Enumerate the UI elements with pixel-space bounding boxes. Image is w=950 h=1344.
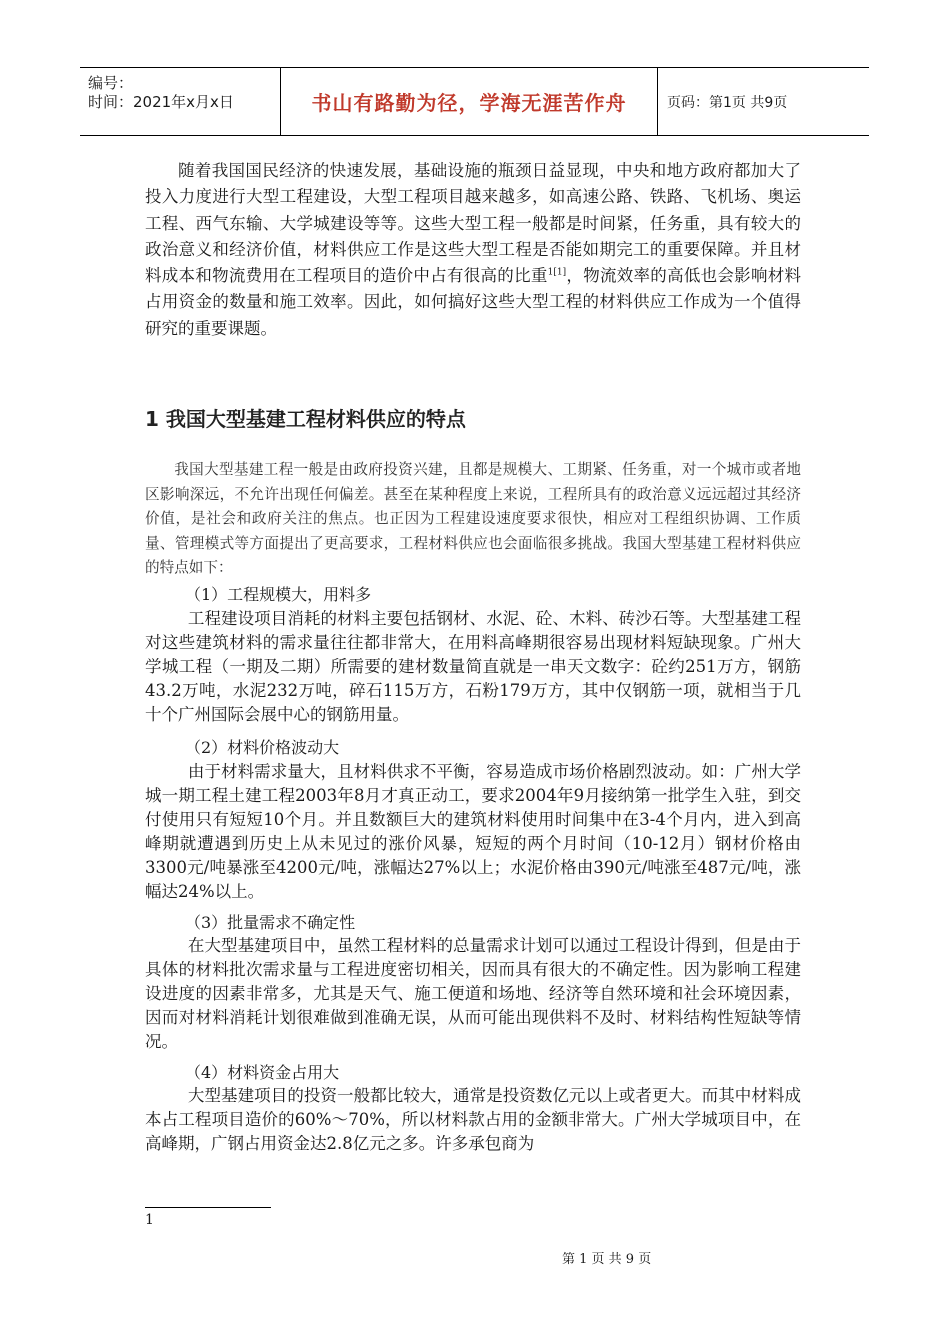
- intro-text-after: ，物流效率的高低也会影响材料占用资金的数量和施工效率。因此，如何搞好这些大型工程的材料供应工作成为一个值得研究的重要课题。: [145, 266, 802, 338]
- header-motto: 书山有路勤为径，学海无涯苦作舟: [311, 91, 627, 115]
- page-header: [80, 67, 869, 136]
- header-number-label: 编号：: [88, 74, 134, 92]
- item-text-3: 在大型基建项目中，虽然工程材料的总量需求计划可以通过工程设计得到，但是由于具体的材料批次需求量与工程进度密切相关，因而具有很大的不确定性。因为影响工程建设进度的因素非常多，尤其是天气、施工便道和场地、经济等自然环境和社会环境因素，因而对材料消耗计划很难做到准确无误，从而可能出现供料不及时、材料结构性短缺等情况。: [145, 936, 801, 1051]
- header-time-label: 时间：2021年x月x日: [88, 93, 234, 111]
- item-text-2: 由于材料需求量大，且材料供求不平衡，容易造成市场价格剧烈波动。如：广州大学城一期工程土建工程2003年8月才真正动工，要求2004年9月接纳第一批学生入驻，到交付使用只有短短10个月。并且数额巨大的建筑材料使用时间集中在3-4个月内，进入到高峰期就遭遇到历史上从未见过的涨价风暴，短短的两个月时间（10-12月）钢材价格由3300元/吨暴涨至4200元/吨，涨幅达27%以上；水泥价格由390元/吨涨至487元/吨，涨幅达24%以上。: [145, 762, 801, 901]
- item-title-1: （1）工程规模大，用料多: [185, 585, 372, 604]
- item-text-4: 大型基建项目的投资一般都比较大，通常是投资数亿元以上或者更大。而其中材料成本占工程项目造价的60%～70%，所以材料款占用的金额非常大。广州大学城项目中，在高峰期，广钢占用资金达2.8亿元之多。许多承包商为: [145, 1086, 801, 1153]
- item-text-1: 工程建设项目消耗的材料主要包括钢材、水泥、砼、木料、砖沙石等。大型基建工程对这些建筑材料的需求量往往都非常大，在用料高峰期很容易出现材料短缺现象。广州大学城工程（一期及二期）所需要的建材数量简直就是一串天文数字：砼约251万方，钢筋43.2万吨，水泥232万吨，碎石115万方，石粉179万方，其中仅钢筋一项，就相当于几十个广州国际会展中心的钢筋用量。: [145, 609, 801, 724]
- intro-paragraph: [145, 158, 801, 342]
- section-intro-paragraph: 我国大型基建工程一般是由政府投资兴建，且都是规模大、工期紧、任务重，对一个城市或者地区影响深远，不允许出现任何偏差。甚至在某种程度上来说，工程所具有的政治意义远远超过其经济价值，是社会和政府关注的焦点。也正因为工程建设速度要求很快，相应对工程组织协调、工作质量、管理模式等方面提出了更高要求，工程材料供应也会面临很多挑战。我国大型基建工程材料供应的特点如下：: [145, 461, 801, 576]
- footnote-divider: [145, 1207, 271, 1208]
- header-meta-cell: [80, 68, 281, 135]
- header-page-cell: [658, 68, 869, 135]
- item-title-3: （3）批量需求不确定性: [185, 913, 356, 932]
- item-title-2: （2）材料价格波动大: [185, 738, 340, 757]
- header-page-info: 页码：第1页 共9页: [667, 94, 788, 111]
- item-title-4: （4）材料资金占用大: [185, 1063, 340, 1082]
- header-motto-cell: [281, 68, 658, 135]
- page-footer: 第 1 页 共 9 页: [562, 1252, 652, 1267]
- footnote-number: 1: [145, 1212, 154, 1228]
- intro-footnote-ref: 1[1]: [547, 267, 567, 278]
- section-heading: 1 我国大型基建工程材料供应的特点: [145, 407, 466, 431]
- intro-text: 随着我国国民经济的快速发展，基础设施的瓶颈日益显现，中央和地方政府都加大了投入力度进行大型工程建设，大型工程项目越来越多，如高速公路、铁路、飞机场、奥运工程、西气东输、大学城建设等等。这些大型工程一般都是时间紧，任务重，具有较大的政治意义和经济价值，材料供应工作是这些大型工程是否能如期完工的重要保障。并且材料成本和物流费用在工程项目的造价中占有很高的比重: [145, 161, 801, 286]
